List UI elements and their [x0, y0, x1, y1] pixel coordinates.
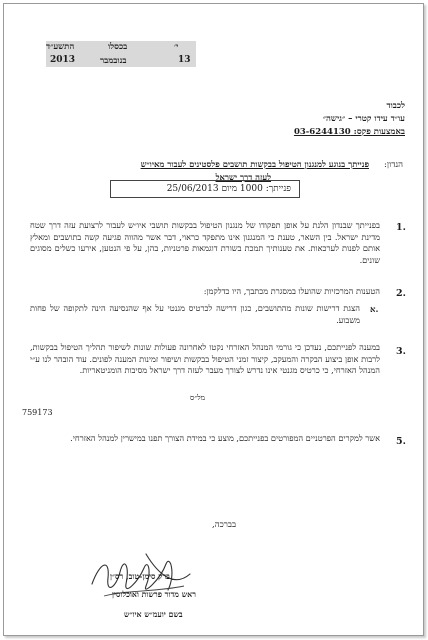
subject-line-1: פנייתך בנוגע למנגנון הטיפול בבקשות תושבים פלסטינים לעבור מאיו״ש [140, 159, 369, 169]
paragraph-2-number: 2. [396, 288, 406, 299]
subject-line-2: לעזה דרך ישראל [215, 172, 271, 182]
date-day-gregorian: 13 [178, 55, 191, 65]
salutation: לכבוד [386, 101, 405, 111]
signatory-unit: בשם יועמ״ש איו״ש [124, 610, 183, 619]
reference-number: 759173 [22, 408, 53, 417]
document-page [3, 3, 424, 636]
paragraph-2: הטענות המרכזיות שהועלו במסגרת מכתבך, היו כדלקמן: [203, 286, 380, 296]
paragraph-5-number: 5. [396, 436, 406, 447]
date-year-gregorian: 2013 [50, 55, 76, 65]
date-month-gregorian: בנובמבר [100, 56, 127, 66]
attachment-note: מל״ס [190, 393, 206, 402]
addressee-name: עו״ד עידו קטרי – ״גישה״ [322, 114, 405, 124]
subject-reference: פנייתך: 1000 מיום 25/06/2013 [166, 184, 291, 194]
date-year-hebrew: התשע״ד [46, 42, 75, 52]
signatory-name: ברק סימן-טוב, רס״ן [110, 572, 170, 581]
date-month-hebrew: בכסלו [108, 42, 128, 52]
paragraph-3-number: 3. [396, 346, 406, 357]
signatory-title: ראש מדור פרשות ואוכלוסין [112, 590, 196, 599]
paragraph-1: בפנייתך שבנדון הלנת על אופן תפקודו של מנגנון הטיפול בבקשות תושבי איו״ש לעבור לרצועת עזה דרך שטח מדינת ישראל. בין השאר, טענת כי המנגנון אינו מתפקד כראוי, דבר אשר מהווה פגיעה קשה בתושבים ומאלץ אותם לפנות לערכאות. את טענותיך תמכת בשורת דוגמאות פרטניות, בהן, על פי הנטען, אירעו כשלים מסוגים שונים. [30, 220, 380, 265]
subject-label: הנדון: [384, 160, 403, 170]
subitem-a: הצגת דרישות שונות מהתושבים, כגון דרישה לכרטיס מגנטי על אף שהנסיעה הינה לתקופה של פחות משבוע. [30, 303, 360, 325]
closing: בברכה, [212, 520, 237, 530]
subitem-a-letter: א. [370, 305, 379, 315]
paragraph-1-number: 1. [396, 222, 406, 233]
addressee-fax: באמצעות פקס: 03-6244130 [293, 127, 405, 137]
paragraph-3: במענה לפנייתכם, נעדכן כי גורמי המנהל האזרחי נקטו לאחרונה פעולות שונות לשיפור תהליך הטיפול בבקשות, לרבות אופן ביצוע הבקרה והמעקב, קיצור זמני הטיפול בבקשות ושיפור זמינות המענה לפונים. עוד הובהר לנו ע״י המנהל האזרחי, כי כרטיס מגנטי אינו נדרש לצורך מעבר לעזה דרך ישראל מסיבות הומניטאריות. [30, 342, 380, 376]
date-day-hebrew: י׳ [174, 42, 179, 52]
paragraph-5: אשר למקרים הפרטניים המפורטים בפנייתכם, מוצע כי במידת הצורך תפנו במישרין למנהל האזרחי. [70, 433, 380, 443]
